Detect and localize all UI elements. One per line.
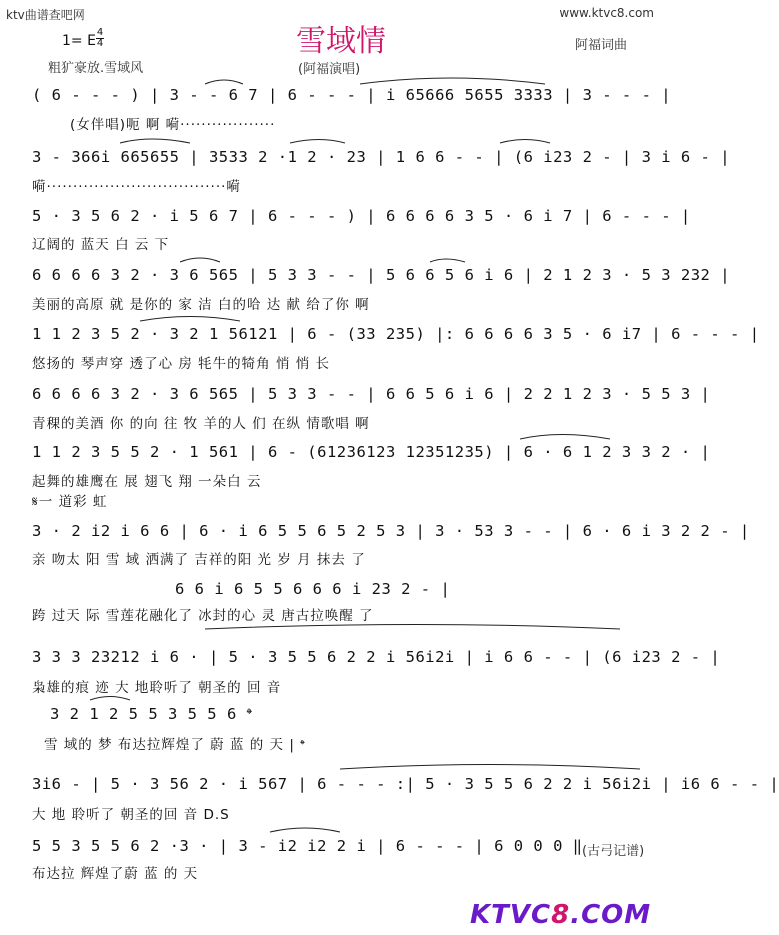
score-row: 5 5 3 5 5 6 2 ·3 · | 3 - i2 i2 2 i | 6 - - - | 6 0 0 0 ‖ [32,837,583,855]
lyric-line: 美丽的高原 就 是你的 家 洁 白的哈 达 献 给了你 啊 [32,297,370,313]
lyric-line: 亲 吻太 阳 雪 域 洒满了 吉祥的阳 光 岁 月 抹去 了 [32,552,366,568]
song-title: 雪域情 [296,24,386,59]
watermark-dot: 8 [551,900,571,930]
score-row: 6 6 6 6 3 2 · 3 6 565 | 5 3 3 - - | 5 6 6 5 6 i 6 | 2 1 2 3 · 5 3 232 | [32,266,731,284]
slur [90,697,130,701]
lyric-line: 起舞的雄鹰在 展 翅飞 翔 一朵白 云 [32,474,262,490]
score-row: 3 3 3 23212 i 6 · | 5 · 3 5 5 6 2 2 i 56i2i | i 6 6 - - | (6 i23 2 - | [32,648,721,666]
slur [340,765,640,770]
score-row: 1 1 2 3 5 5 2 · 1 561 | 6 - (61236123 12351235) | 6 · 6 1 2 3 3 2 · | [32,443,711,461]
slur [180,258,220,262]
lyric-line: 𝄋一 道彩 虹 [32,494,108,510]
score-row: 3 · 2 i2 i 6 6 | 6 · i 6 5 5 6 5 2 5 3 | 3 · 53 3 - - | 6 · 6 i 3 2 2 - | [32,522,750,540]
transcriber-note: (古弓记谱) [582,844,645,859]
lyric-line: 大 地 聆听了 朝圣的回 音 D.S [32,807,230,823]
style-note: 粗犷豪放.雪域风 [48,61,144,76]
lyric-line: 布达拉 辉煌了蔚 蓝 的 天 [32,866,199,882]
lyric-line: 嗬··································嗬 [32,179,241,195]
score-row: 3i6 - | 5 · 3 56 2 · i 567 | 6 - - - :| 5 · 3 5 5 6 2 2 i 56i2i | i6 6 - - | [32,775,779,793]
watermark-right: .COM [570,900,652,930]
watermark-left: KTVC [470,900,552,930]
score-row: ( 6 - - - ) | 3 - - 6 7 | 6 - - - | i 65666 5655 3333 | 3 - - - | [32,86,672,104]
time-bottom: 4 [96,38,104,49]
composer: 阿福词曲 [575,38,628,53]
lyric-line: 悠扬的 琴声穿 透了心 房 牦牛的犄角 悄 悄 长 [32,356,331,372]
slur [430,259,465,262]
slur [205,625,620,630]
site-url: www.ktvc8.com [559,6,654,20]
score-row: 5 · 3 5 6 2 · i 5 6 7 | 6 - - - ) | 6 6 6 6 3 5 · 6 i 7 | 6 - - - | [32,207,691,225]
lyric-line: 跨 过天 际 雪莲花融化了 冰封的心 灵 唐古拉唤醒 了 [32,608,374,624]
score-row: 6 6 i 6 5 5 6 6 6 i 23 2 - | [175,580,451,598]
lyric-line: 雪 域的 梦 布达拉辉煌了 蔚 蓝 的 天 | 𝄌 [44,737,306,753]
watermark-logo [470,900,651,930]
slur [360,78,545,84]
slur [290,140,345,144]
slur [500,140,550,144]
lyric-line: 辽阔的 蓝天 白 云 下 [32,237,170,253]
slur [270,828,340,832]
lyric-line: 青稞的美酒 你 的向 往 牧 羊的人 们 在纵 情歌唱 啊 [32,416,370,432]
site-name: ktv曲谱查吧网 [6,8,85,22]
lyric-line: 枭雄的痕 迹 大 地聆听了 朝圣的 回 音 [32,680,282,696]
slur [205,80,243,84]
time-top: 4 [96,27,104,38]
slur [520,435,610,440]
slur [120,139,190,143]
lyric-line: (女伴唱)呃 啊 嗬·················· [70,117,276,133]
key-signature: 1= E [62,33,96,49]
score-row: 6 6 6 6 3 2 · 3 6 565 | 5 3 3 - - | 6 6 5 6 i 6 | 2 2 1 2 3 · 5 5 3 | [32,385,711,403]
score-row: 1 1 2 3 5 2 · 3 2 1 56121 | 6 - (33 235) |: 6 6 6 6 3 5 · 6 i7 | 6 - - - | [32,325,760,343]
slur [140,317,240,322]
singer: (阿福演唱) [298,62,361,77]
score-row: 3 - 366i 665655 | 3533 2 ·1 2 · 23 | 1 6 6 - - | (6 i23 2 - | 3 i 6 - | [32,148,731,166]
score-row: 3 2 1 2 5 5 3 5 5 6 𝄌 [50,705,253,723]
